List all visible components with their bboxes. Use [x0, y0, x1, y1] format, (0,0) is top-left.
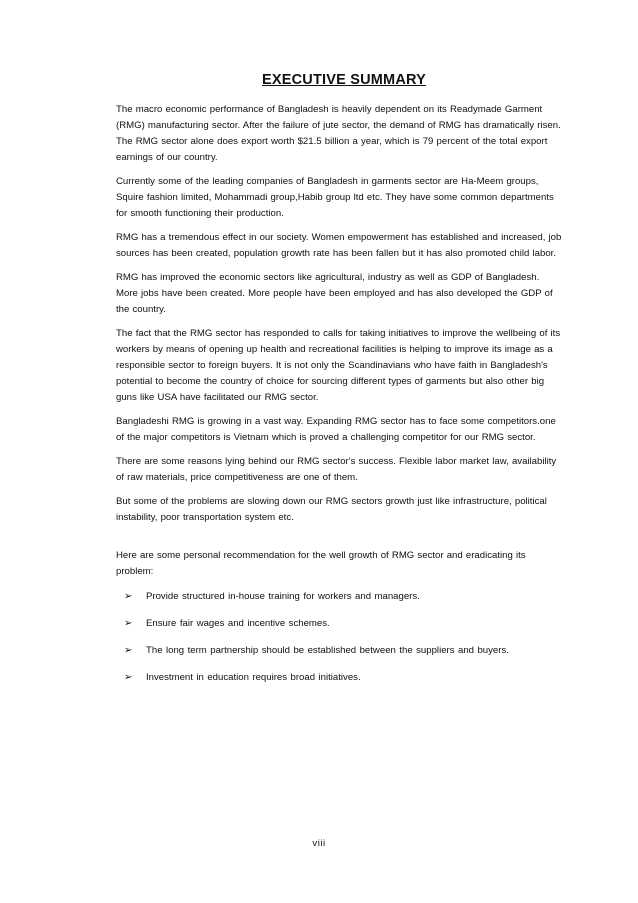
- list-item: [124, 617, 564, 631]
- arrow-bullet-icon: ➢: [124, 645, 133, 656]
- list-item: [124, 590, 564, 604]
- paragraph-competitors: Bangladeshi RMG is growing in a vast way. Expanding RMG sector has to face some competitors.one of the major competitors is Vietnam which is proved a challenging competitor for our RMG sector.: [116, 416, 556, 443]
- paragraph-economic-performance: The macro economic performance of Bangladesh is heavily dependent on its Readymade Garment (RMG) manufacturing sector. After the failure of jute sector, the demand of RMG has dramatically risen. The RMG sector alone does export worth $21.5 billion a year, which is 79 percent of the total export earnings of our country.: [116, 104, 561, 163]
- page-number: viii: [312, 838, 326, 849]
- recommendation-text: Investment in education requires broad initiatives.: [146, 672, 361, 683]
- list-item: [124, 671, 564, 685]
- recommendation-intro: Here are some personal recommendation for the well growth of RMG sector and eradicating its problem:: [116, 550, 526, 577]
- recommendation-text: Provide structured in-house training for workers and managers.: [146, 591, 420, 602]
- paragraph-leading-companies: Currently some of the leading companies of Bangladesh in garments sector are Ha-Meem groups, Squire fashion limited, Mohammadi group,Habib group ltd etc. They have some common departments for smooth functioning their production.: [116, 176, 554, 219]
- list-item: [124, 644, 564, 658]
- recommendation-text: Ensure fair wages and incentive schemes.: [146, 618, 330, 629]
- paragraph-worker-wellbeing: The fact that the RMG sector has responded to calls for taking initiatives to improve the wellbeing of its workers by means of opening up health and recreational facilities is helping to improve its image as a responsible sector to foreign buyers. It is not only the Scandinavians who have faith in Bangladesh's potential to become the country of choice for sourcing different types of garments but also other big guns like USA have facilitated our RMG sector.: [116, 328, 561, 403]
- paragraph-economic-sectors: RMG has improved the economic sectors like agricultural, industry as well as GDP of Bangladesh. More jobs have been created. More people have been employed and has also developed the GDP of the country.: [116, 272, 553, 315]
- page-title: EXECUTIVE SUMMARY: [262, 72, 426, 88]
- recommendation-text: The long term partnership should be established between the suppliers and buyers.: [146, 645, 509, 656]
- paragraph-social-effect: RMG has a tremendous effect in our society. Women empowerment has established and increased, job sources has been created, population growth rate has been fallen but it has also promoted child labor.: [116, 232, 562, 259]
- recommendation-list: [116, 590, 564, 685]
- arrow-bullet-icon: ➢: [124, 672, 133, 683]
- arrow-bullet-icon: ➢: [124, 591, 133, 602]
- arrow-bullet-icon: ➢: [124, 618, 133, 629]
- paragraph-problems: But some of the problems are slowing down our RMG sectors growth just like infrastructure, political instability, poor transportation system etc.: [116, 496, 547, 523]
- paragraph-success-reasons: There are some reasons lying behind our RMG sector's success. Flexible labor market law, availability of raw materials, price competitiveness are one of them.: [116, 456, 557, 483]
- document-page: [116, 72, 564, 698]
